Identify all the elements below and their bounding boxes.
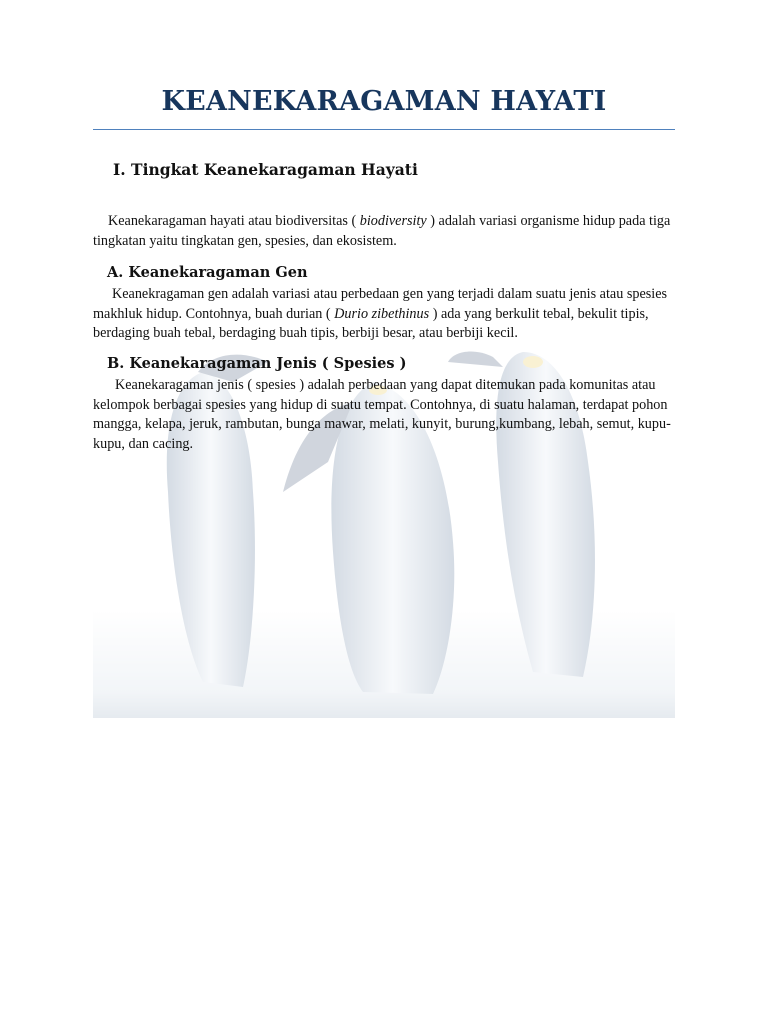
section-heading: I. Tingkat Keanekaragaman Hayati <box>113 160 418 179</box>
intro-italic-term: biodiversity <box>359 213 427 229</box>
intro-text-start: Keanekaragaman hayati atau biodiversitas ( <box>108 213 360 229</box>
subsection-a-paragraph <box>93 285 679 344</box>
subsection-b-paragraph: Keanekaragaman jenis ( spesies ) adalah perbedaan yang dapat ditemukan pada komunitas atau kelompok berbagai spesies yang hidup di suatu tempat. Contohnya, di suatu halaman, terdapat pohon mangga, kelapa, jeruk, rambutan, bunga mawar, melati, kunyit, burung,kumbang, lebah, semut, kupu-kupu, dan cacing. <box>93 377 671 452</box>
title-underline-rule <box>93 129 675 130</box>
subsection-b-heading: B. Keanekaragaman Jenis ( Spesies ) <box>107 355 407 372</box>
subsection-a-italic-term: Durio zibethinus <box>334 305 430 322</box>
intro-paragraph <box>93 212 679 251</box>
subsection-a-text-start: Keanekragaman gen adalah variasi atau perbedaan gen yang terjadi dalam suatu jenis atau spesies makhluk hidup. Contohnya, buah durian ( <box>93 286 668 322</box>
subsection-a-heading: A. Keanekaragaman Gen <box>107 264 308 281</box>
document-title: KEANEKARAGAMAN HAYATI <box>161 86 607 117</box>
subsection-a-text-end: ) ada yang berkulit tebal, bekulit tipis, berdaging buah tebal, berdaging buah tipis, berbiji besar, atau berbiji kecil. <box>93 305 649 341</box>
intro-text-end: ) adalah variasi organisme hidup pada tiga tingkatan yaitu tingkatan gen, spesies, dan ekosistem. <box>93 213 671 249</box>
